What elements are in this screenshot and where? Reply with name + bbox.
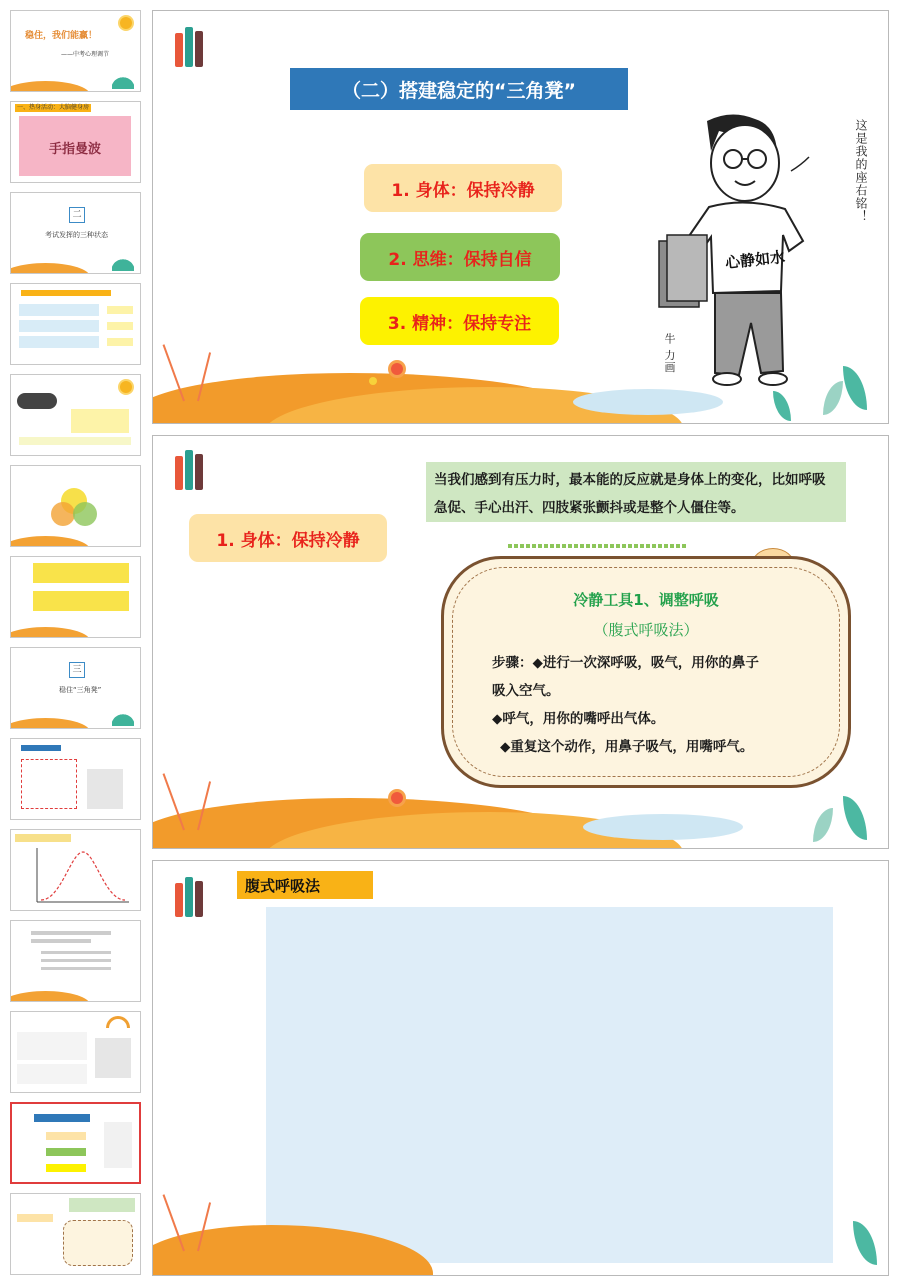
tag-body-calm: 1. 身体：保持冷静 bbox=[189, 514, 387, 562]
thumbnail-pill bbox=[46, 1132, 86, 1140]
water-decoration bbox=[583, 814, 743, 840]
thumbnail-title: 考试发挥的三种状态 bbox=[45, 231, 108, 239]
section-tag: 腹式呼吸法 bbox=[237, 871, 373, 899]
thumbnail-10[interactable] bbox=[10, 829, 141, 911]
item-body-calm: 1. 身体：保持冷静 bbox=[364, 164, 562, 212]
thumbnail-header-bar bbox=[21, 745, 61, 751]
thumbnail-9[interactable] bbox=[10, 738, 141, 820]
thumbnail-3[interactable] bbox=[10, 192, 141, 274]
thumbnail-5[interactable] bbox=[10, 374, 141, 456]
thumbnail-image bbox=[17, 393, 57, 409]
step-line: 步骤：◆进行一次深呼吸，吸气，用你的鼻子 bbox=[492, 655, 759, 671]
tool-title: 冷静工具1、调整呼吸 bbox=[573, 591, 719, 609]
thumbnail-row bbox=[41, 967, 111, 970]
thumbnail-cloud bbox=[63, 1220, 133, 1266]
thumbnail-badge: 三 bbox=[69, 662, 85, 678]
thumbnail-note bbox=[21, 759, 77, 809]
video-placeholder[interactable] bbox=[266, 907, 833, 1263]
ground-decoration bbox=[10, 536, 90, 547]
thumbnail-tag bbox=[107, 306, 133, 314]
step-line: ◆重复这个动作，用鼻子吸气，用嘴呼气。 bbox=[500, 739, 754, 755]
slide-2[interactable] bbox=[152, 435, 889, 849]
artist-signature: 牛 力画 bbox=[663, 333, 676, 374]
thumbnail-text-block bbox=[17, 1064, 87, 1084]
thumbnail-row bbox=[41, 959, 111, 962]
ground-decoration bbox=[10, 81, 90, 92]
thumbnail-circle bbox=[51, 502, 75, 526]
thumbnail-image bbox=[87, 769, 123, 809]
flower-decoration bbox=[391, 363, 403, 375]
plant-decoration bbox=[112, 710, 134, 726]
books-icon bbox=[175, 877, 213, 917]
leaf-decoration bbox=[843, 796, 867, 840]
tool-subtitle: （腹式呼吸法） bbox=[593, 621, 699, 639]
shirt-text: 心静如水 bbox=[724, 247, 786, 273]
slide-heading: （二）搭建稳定的“三角凳” bbox=[290, 68, 628, 110]
leaf-decoration bbox=[853, 1221, 877, 1265]
thumbnail-row bbox=[19, 336, 99, 348]
thumbnail-circle bbox=[73, 502, 97, 526]
thumbnail-card bbox=[19, 116, 131, 176]
thumbnail-14[interactable] bbox=[10, 1193, 141, 1275]
sun-icon bbox=[120, 17, 132, 29]
thumbnail-tag bbox=[107, 322, 133, 330]
info-paragraph: 当我们感到有压力时，最本能的反应就是身体上的变化，比如呼吸急促、手心出汗、四肢紧张颤抖或是整个人僵住等。 bbox=[426, 462, 846, 522]
ground-decoration bbox=[10, 263, 90, 274]
squiggle-decoration bbox=[508, 538, 688, 552]
thumbnail-11[interactable] bbox=[10, 920, 141, 1002]
thumbnail-title: 一、热身活动：大脑健身房 bbox=[17, 104, 90, 111]
thumbnail-quote bbox=[33, 591, 129, 611]
step-line: 吸入空气。 bbox=[492, 683, 560, 699]
thumbnail-curve bbox=[31, 846, 131, 906]
water-decoration bbox=[573, 389, 723, 415]
thumbnail-12[interactable] bbox=[10, 1011, 141, 1093]
thumbnail-row bbox=[19, 304, 99, 316]
slide-1[interactable] bbox=[152, 10, 889, 424]
leaf-decoration bbox=[813, 808, 833, 842]
flower-decoration bbox=[369, 377, 377, 385]
ground-decoration bbox=[10, 991, 90, 1002]
thumbnail-row bbox=[19, 320, 99, 332]
thumbnail-note bbox=[71, 409, 129, 433]
sun-icon bbox=[120, 381, 132, 393]
thumbnail-subtitle: ——中考心理调节 bbox=[61, 51, 110, 58]
step-line: ◆呼气，用你的嘴呼出气体。 bbox=[492, 711, 665, 727]
motto-caption: 这是我的座右铭！ bbox=[854, 119, 868, 223]
slide-3[interactable] bbox=[152, 860, 889, 1276]
books-icon bbox=[175, 450, 213, 490]
thumbnail-6[interactable] bbox=[10, 465, 141, 547]
thumbnail-pill bbox=[46, 1164, 86, 1172]
thumbnail-row bbox=[31, 939, 91, 943]
thumbnail-image bbox=[95, 1038, 131, 1078]
thumbnail-7[interactable] bbox=[10, 556, 141, 638]
rainbow-icon bbox=[106, 1016, 130, 1028]
thumbnail-row bbox=[41, 951, 111, 954]
thumbnail-quote bbox=[33, 563, 129, 583]
thumbnail-tag bbox=[107, 338, 133, 346]
thumbnail-2[interactable] bbox=[10, 101, 141, 183]
thumbnail-card-title: 手指曼波 bbox=[48, 142, 101, 157]
thumbnail-header-bar bbox=[15, 834, 71, 842]
thumbnail-title: 稳住，我们能赢！ bbox=[25, 31, 98, 41]
flower-decoration bbox=[391, 792, 403, 804]
cartoon-student-illustration bbox=[643, 111, 883, 401]
thumbnail-badge: 二 bbox=[69, 207, 85, 223]
ground-decoration bbox=[10, 718, 90, 729]
thumbnail-header-bar bbox=[34, 1114, 90, 1122]
thumbnail-row bbox=[31, 931, 111, 935]
thumbnail-image bbox=[104, 1122, 132, 1168]
thumbnail-pill bbox=[17, 1214, 53, 1222]
item-spirit-focus: 3. 精神：保持专注 bbox=[360, 297, 559, 345]
calm-tool-card bbox=[441, 556, 851, 788]
thumbnail-title: 稳住“三角凳” bbox=[59, 686, 102, 694]
thumbnail-info bbox=[69, 1198, 135, 1212]
thumbnail-8[interactable] bbox=[10, 647, 141, 729]
thumbnail-13[interactable] bbox=[10, 1102, 141, 1184]
plant-decoration bbox=[112, 255, 134, 271]
thumbnail-1[interactable] bbox=[10, 10, 141, 92]
thumbnail-row bbox=[19, 437, 131, 445]
thumbnail-text-block bbox=[17, 1032, 87, 1060]
thumbnail-pill bbox=[46, 1148, 86, 1156]
plant-decoration bbox=[112, 73, 134, 89]
thumbnail-4[interactable] bbox=[10, 283, 141, 365]
ground-decoration bbox=[10, 627, 90, 638]
books-icon bbox=[175, 27, 213, 67]
item-mind-confident: 2. 思维：保持自信 bbox=[360, 233, 560, 281]
thumbnail-header-bar bbox=[21, 290, 111, 296]
